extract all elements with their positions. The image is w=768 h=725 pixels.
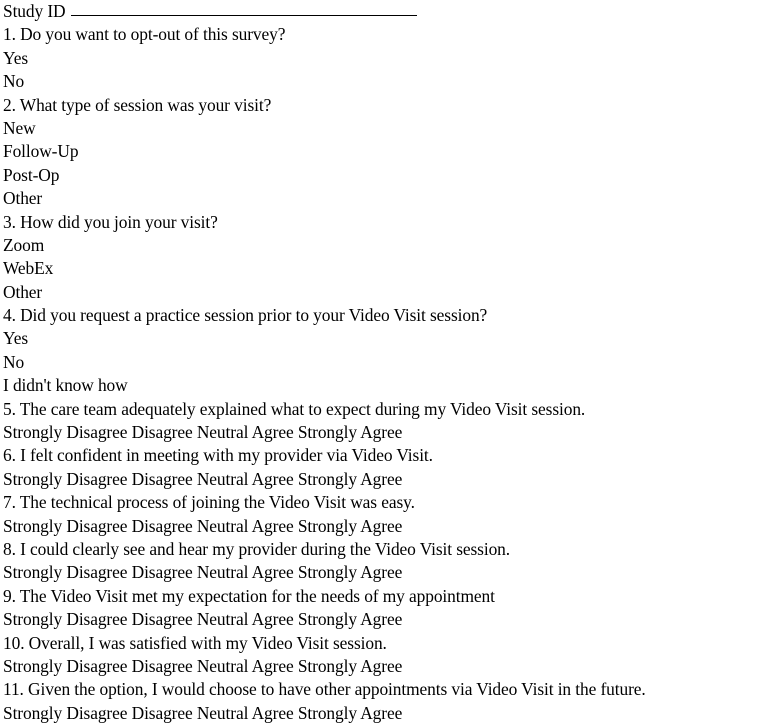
- question-8-prompt: 8. I could clearly see and hear my provider during the Video Visit session.: [3, 538, 511, 559]
- q3-option-zoom[interactable]: Zoom: [3, 234, 45, 255]
- q3-option-other[interactable]: Other: [3, 281, 43, 302]
- question-1-prompt: 1. Do you want to opt-out of this survey?: [3, 24, 286, 45]
- q1-option-no[interactable]: No: [3, 71, 25, 92]
- question-11-prompt: 11. Given the option, I would choose to have other appointments via Video Visit in the future.: [3, 679, 646, 700]
- q6-likert-scale[interactable]: Strongly Disagree Disagree Neutral Agree Strongly Agree: [3, 468, 403, 489]
- question-4-prompt: 4. Did you request a practice session prior to your Video Visit session?: [3, 305, 488, 326]
- q2-option-other[interactable]: Other: [3, 188, 43, 209]
- q4-option-didnt-know[interactable]: I didn't know how: [3, 375, 128, 396]
- q1-option-yes[interactable]: Yes: [3, 47, 29, 68]
- q2-option-post-op[interactable]: Post-Op: [3, 164, 60, 185]
- q4-option-no[interactable]: No: [3, 351, 25, 372]
- study-id-blank[interactable]: [71, 15, 417, 16]
- q5-likert-scale[interactable]: Strongly Disagree Disagree Neutral Agree Strongly Agree: [3, 422, 403, 443]
- study-id-label: Study ID: [3, 0, 66, 21]
- question-3-prompt: 3. How did you join your visit?: [3, 211, 218, 232]
- q8-likert-scale[interactable]: Strongly Disagree Disagree Neutral Agree Strongly Agree: [3, 562, 403, 583]
- question-6-prompt: 6. I felt confident in meeting with my provider via Video Visit.: [3, 445, 433, 466]
- q10-likert-scale[interactable]: Strongly Disagree Disagree Neutral Agree Strongly Agree: [3, 655, 403, 676]
- question-2-prompt: 2. What type of session was your visit?: [3, 94, 272, 115]
- question-5-prompt: 5. The care team adequately explained what to expect during my Video Visit session.: [3, 398, 586, 419]
- study-id-row: [3, 0, 768, 23]
- question-7-prompt: 7. The technical process of joining the Video Visit was easy.: [3, 492, 415, 513]
- q11-likert-scale[interactable]: Strongly Disagree Disagree Neutral Agree Strongly Agree: [3, 702, 403, 723]
- q2-option-follow-up[interactable]: Follow-Up: [3, 141, 79, 162]
- q7-likert-scale[interactable]: Strongly Disagree Disagree Neutral Agree Strongly Agree: [3, 515, 403, 536]
- question-10-prompt: 10. Overall, I was satisfied with my Video Visit session.: [3, 632, 387, 653]
- q9-likert-scale[interactable]: Strongly Disagree Disagree Neutral Agree Strongly Agree: [3, 609, 403, 630]
- question-9-prompt: 9. The Video Visit met my expectation for the needs of my appointment: [3, 585, 495, 606]
- q3-option-webex[interactable]: WebEx: [3, 258, 54, 279]
- q2-option-new[interactable]: New: [3, 117, 36, 138]
- q4-option-yes[interactable]: Yes: [3, 328, 29, 349]
